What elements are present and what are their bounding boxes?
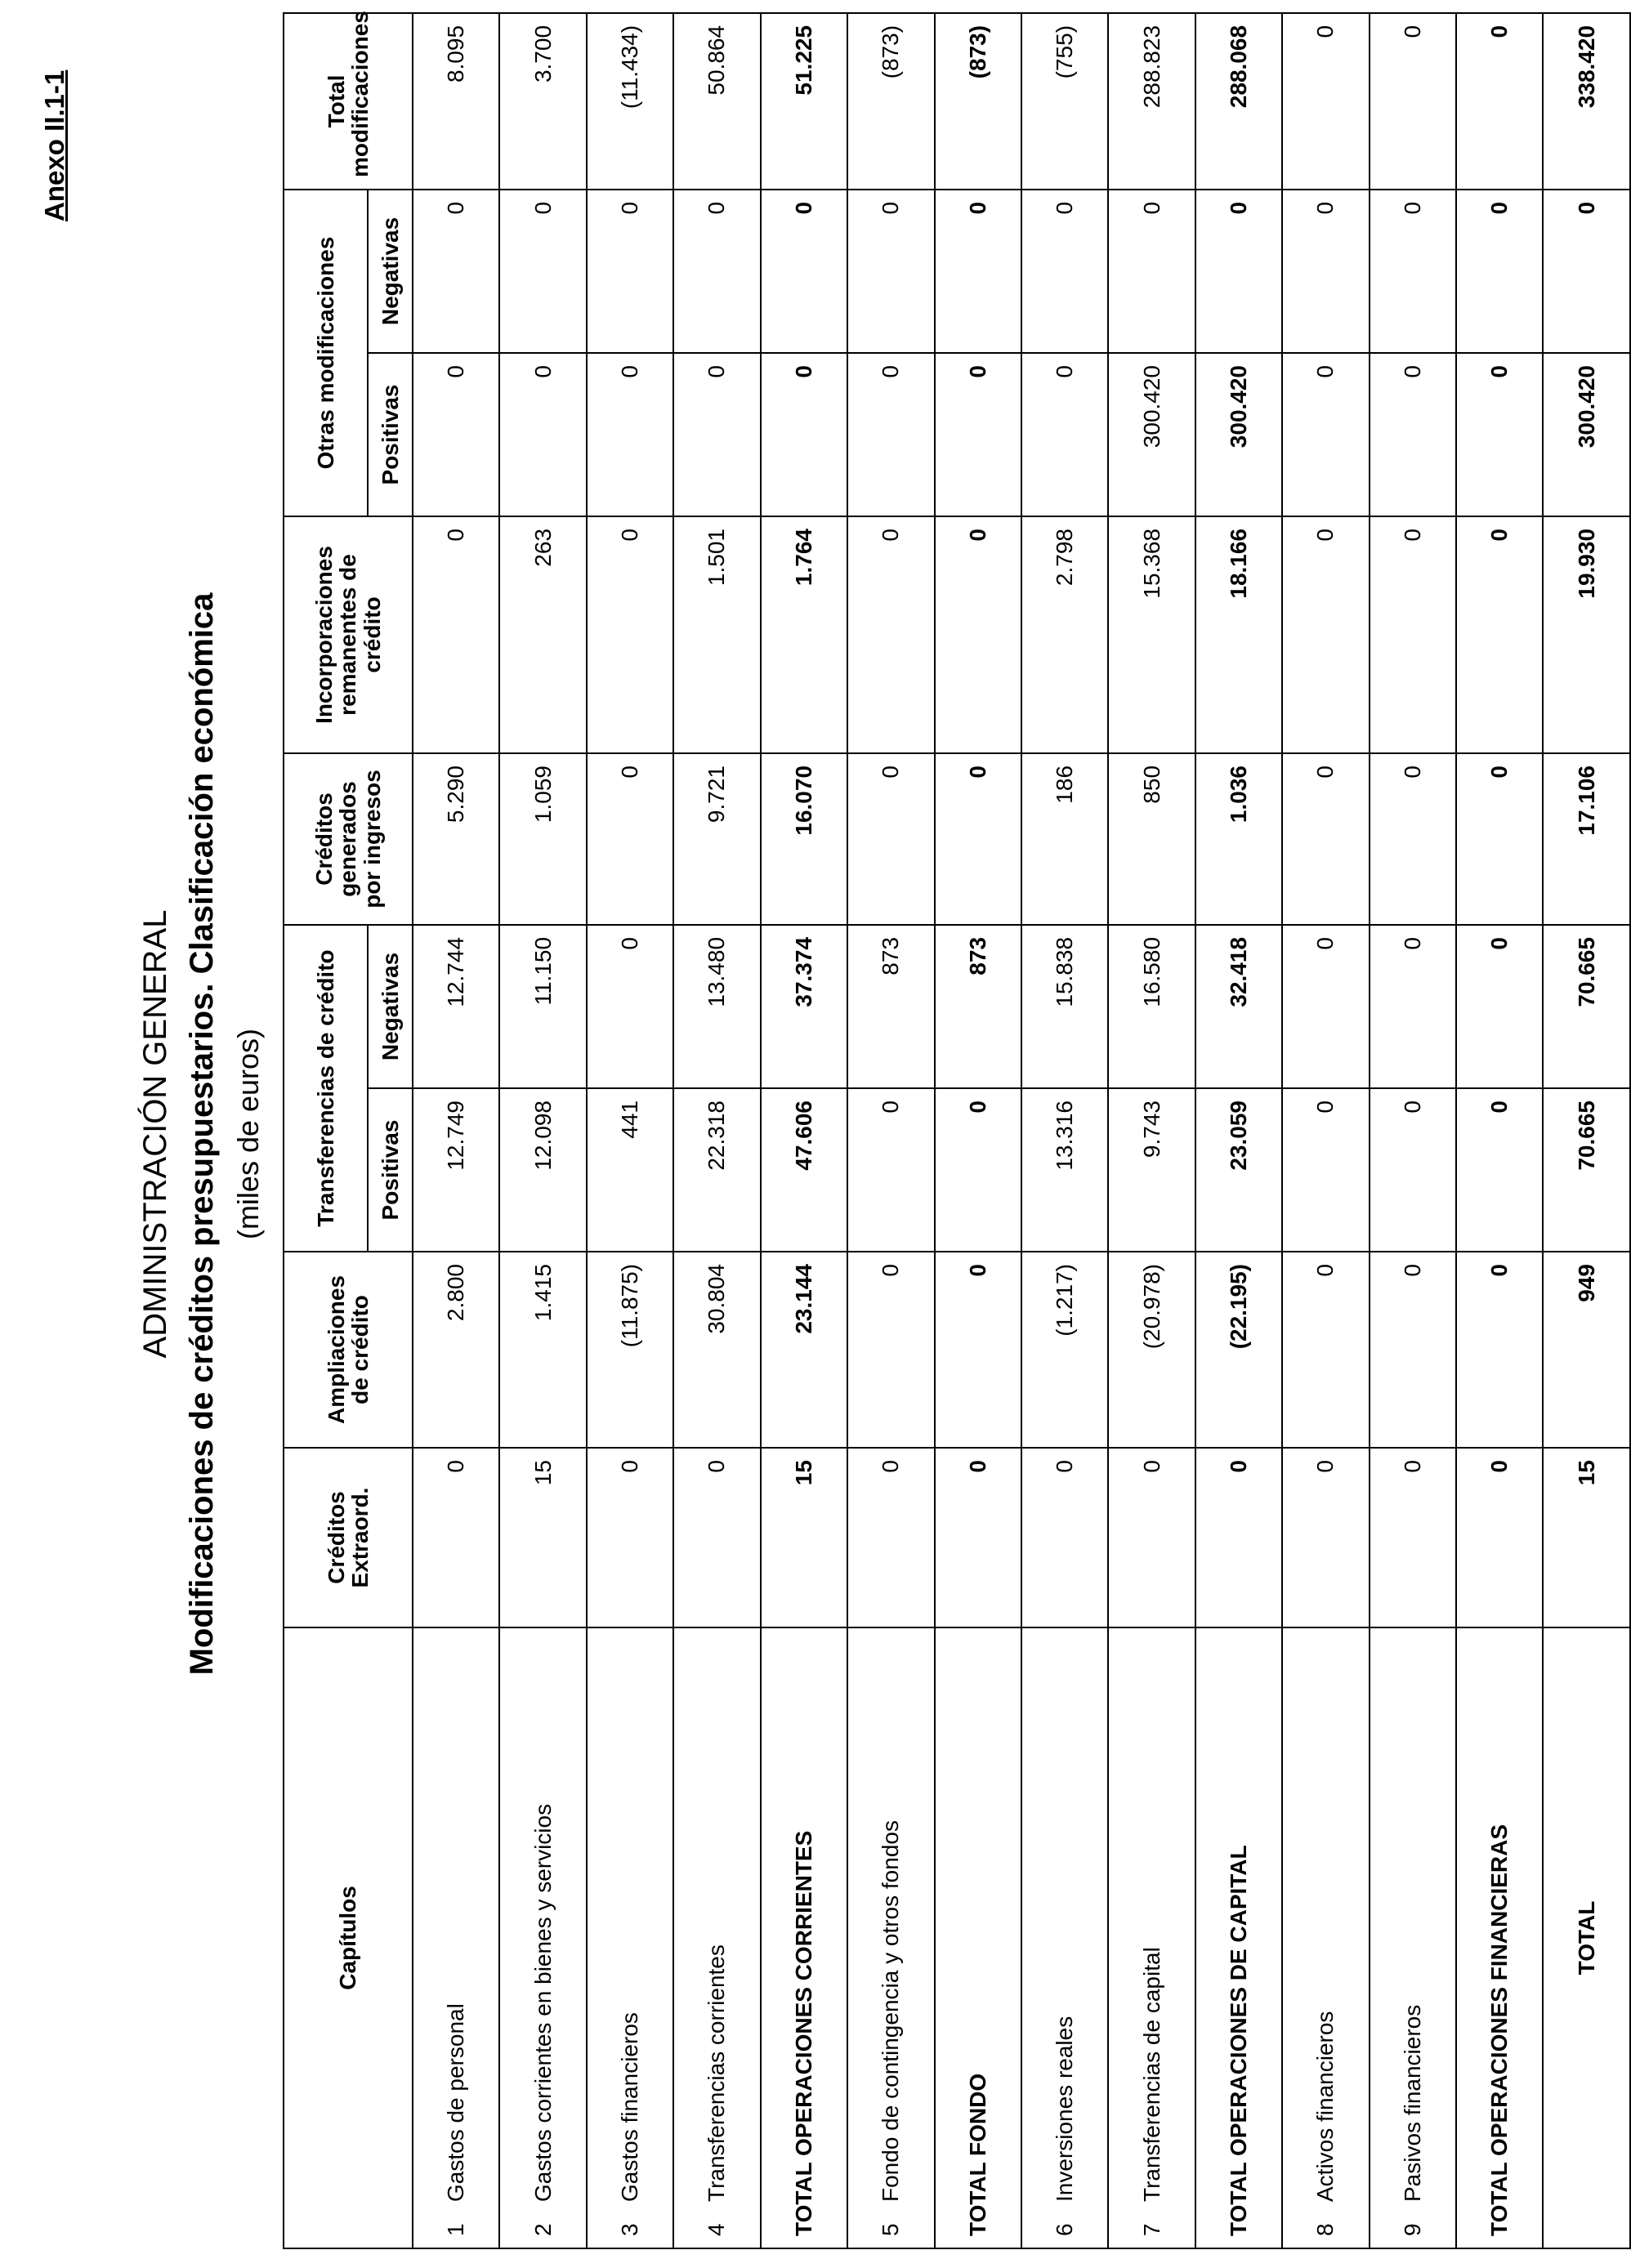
cell-incorporaciones: 18.166 [1195, 516, 1282, 753]
chapter-number: 3 [617, 2223, 643, 2236]
cell-otras-negativas: 0 [413, 190, 499, 353]
cell-otras-negativas: 0 [1195, 190, 1282, 353]
chapter-number: 6 [1052, 2223, 1078, 2236]
chapter-label: Gastos corrientes en bienes y servicios [530, 1803, 556, 2202]
cell-total-modificaciones: 3.700 [499, 13, 586, 190]
cell-incorporaciones: 0 [1370, 516, 1456, 753]
cell-ampliaciones: 0 [935, 1252, 1021, 1448]
cell-otras-positivas: 0 [847, 353, 934, 516]
cell-generados: 186 [1021, 753, 1108, 925]
cell-otras-negativas: 0 [1370, 190, 1456, 353]
cell-transf-positivas: 70.665 [1543, 1088, 1630, 1252]
cell-total-modificaciones: (873) [935, 13, 1021, 190]
chapter-number: 8 [1312, 2223, 1338, 2236]
chapter-label: TOTAL OPERACIONES CORRIENTES [790, 1830, 816, 2236]
row-label-cell [413, 1627, 499, 2248]
cell-creditos-extraord: 0 [1108, 1448, 1195, 1627]
chapter-label: Gastos de personal [443, 2003, 469, 2202]
cell-creditos-extraord: 0 [673, 1448, 760, 1627]
table-row [673, 13, 760, 2248]
cell-creditos-extraord: 0 [847, 1448, 934, 1627]
cell-otras-positivas: 300.420 [1108, 353, 1195, 516]
cell-ampliaciones: 0 [847, 1252, 934, 1448]
title-modificaciones: Modificaciones de créditos presupuestarios. Clasificación económica [184, 592, 220, 1676]
table-row [1370, 13, 1456, 2248]
table-row [1456, 13, 1543, 2248]
cell-incorporaciones: 0 [1282, 516, 1369, 753]
header-generados: Créditos generados por ingresos [284, 753, 413, 925]
cell-generados: 17.106 [1543, 753, 1630, 925]
cell-transf-negativas: 0 [587, 925, 673, 1088]
cell-incorporaciones: 2.798 [1021, 516, 1108, 753]
cell-total-modificaciones: 288.823 [1108, 13, 1195, 190]
cell-ampliaciones: 23.144 [761, 1252, 847, 1448]
header-incorporaciones: Incorporaciones remanentes de crédito [284, 516, 413, 753]
cell-transf-negativas: 0 [1456, 925, 1543, 1088]
cell-ampliaciones: (1.217) [1021, 1252, 1108, 1448]
table-row [413, 13, 499, 2248]
cell-transf-positivas: 12.098 [499, 1088, 586, 1252]
cell-otras-negativas: 0 [1282, 190, 1369, 353]
title-units: (miles de euros) [231, 1028, 265, 1240]
table-body [413, 13, 1630, 2248]
row-label-cell [1195, 1627, 1282, 2248]
row-label-cell [587, 1627, 673, 2248]
chapter-label: TOTAL [1573, 1900, 1599, 1976]
cell-transf-negativas: 13.480 [673, 925, 760, 1088]
row-label-cell [935, 1627, 1021, 2248]
header-otras-negativas: Negativas [368, 190, 413, 353]
cell-creditos-extraord: 15 [499, 1448, 586, 1627]
cell-ampliaciones: 949 [1543, 1252, 1630, 1448]
header-capitulos: Capítulos [284, 1627, 413, 2248]
chapter-number: 7 [1138, 2223, 1164, 2236]
cell-total-modificaciones: 0 [1370, 13, 1456, 190]
cell-ampliaciones: 30.804 [673, 1252, 760, 1448]
table-row [1195, 13, 1282, 2248]
cell-otras-negativas: 0 [1543, 190, 1630, 353]
cell-transf-positivas: 22.318 [673, 1088, 760, 1252]
cell-otras-negativas: 0 [1108, 190, 1195, 353]
cell-ampliaciones: (20.978) [1108, 1252, 1195, 1448]
cell-transf-positivas: 441 [587, 1088, 673, 1252]
cell-transf-positivas: 23.059 [1195, 1088, 1282, 1252]
row-label-cell [499, 1627, 586, 2248]
cell-total-modificaciones: (755) [1021, 13, 1108, 190]
cell-generados: 1.036 [1195, 753, 1282, 925]
budget-table-wrap [283, 11, 1631, 2249]
cell-generados: 0 [1282, 753, 1369, 925]
cell-otras-positivas: 0 [1370, 353, 1456, 516]
cell-transf-positivas: 0 [1456, 1088, 1543, 1252]
table-row [935, 13, 1021, 2248]
cell-total-modificaciones: (11.434) [587, 13, 673, 190]
chapter-label: Activos financieros [1312, 2011, 1338, 2202]
cell-ampliaciones: (11.875) [587, 1252, 673, 1448]
cell-incorporaciones: 0 [587, 516, 673, 753]
cell-otras-negativas: 0 [673, 190, 760, 353]
chapter-label: Gastos financieros [617, 2012, 643, 2202]
cell-transf-negativas: 11.150 [499, 925, 586, 1088]
cell-incorporaciones: 0 [1456, 516, 1543, 753]
row-label-cell [1456, 1627, 1543, 2248]
cell-transf-negativas: 15.838 [1021, 925, 1108, 1088]
cell-transf-negativas: 0 [1370, 925, 1456, 1088]
cell-otras-negativas: 0 [935, 190, 1021, 353]
cell-otras-positivas: 0 [673, 353, 760, 516]
cell-transf-negativas: 12.744 [413, 925, 499, 1088]
cell-transf-negativas: 37.374 [761, 925, 847, 1088]
cell-total-modificaciones: 0 [1456, 13, 1543, 190]
table-row [1108, 13, 1195, 2248]
cell-incorporaciones: 1.501 [673, 516, 760, 753]
cell-otras-positivas: 0 [413, 353, 499, 516]
cell-otras-positivas: 0 [1282, 353, 1369, 516]
header-otras-positivas: Positivas [368, 353, 413, 516]
table-row [1543, 13, 1630, 2248]
cell-otras-negativas: 0 [847, 190, 934, 353]
cell-incorporaciones: 0 [413, 516, 499, 753]
table-row [847, 13, 934, 2248]
table-row [761, 13, 847, 2248]
cell-otras-positivas: 300.420 [1195, 353, 1282, 516]
chapter-label: Fondo de contingencia y otros fondos [878, 1820, 904, 2202]
cell-total-modificaciones: (873) [847, 13, 934, 190]
cell-creditos-extraord: 0 [935, 1448, 1021, 1627]
row-label-cell [1370, 1627, 1456, 2248]
cell-otras-positivas: 0 [587, 353, 673, 516]
cell-transf-negativas: 873 [935, 925, 1021, 1088]
cell-generados: 16.070 [761, 753, 847, 925]
cell-generados: 0 [1370, 753, 1456, 925]
annex-label: Anexo II.1-1 [39, 69, 69, 221]
cell-transf-positivas: 47.606 [761, 1088, 847, 1252]
chapter-number: 5 [878, 2223, 904, 2236]
cell-transf-negativas: 873 [847, 925, 934, 1088]
cell-generados: 0 [847, 753, 934, 925]
cell-ampliaciones: (22.195) [1195, 1252, 1282, 1448]
cell-otras-negativas: 0 [587, 190, 673, 353]
cell-creditos-extraord: 0 [1195, 1448, 1282, 1627]
cell-creditos-extraord: 15 [761, 1448, 847, 1627]
cell-total-modificaciones: 338.420 [1543, 13, 1630, 190]
header-creditos-extraord: Créditos Extraord. [284, 1448, 413, 1627]
chapter-number: 9 [1399, 2223, 1425, 2236]
cell-ampliaciones: 0 [1370, 1252, 1456, 1448]
cell-otras-positivas: 0 [935, 353, 1021, 516]
cell-otras-positivas: 0 [1456, 353, 1543, 516]
cell-creditos-extraord: 0 [1282, 1448, 1369, 1627]
cell-transf-positivas: 9.743 [1108, 1088, 1195, 1252]
chapter-number: 4 [704, 2223, 730, 2236]
cell-transf-positivas: 13.316 [1021, 1088, 1108, 1252]
table-row [587, 13, 673, 2248]
row-label-cell [1282, 1627, 1369, 2248]
cell-generados: 0 [587, 753, 673, 925]
cell-otras-negativas: 0 [499, 190, 586, 353]
chapter-label: Pasivos financieros [1399, 2004, 1425, 2202]
cell-creditos-extraord: 15 [1543, 1448, 1630, 1627]
header-otras: Otras modificaciones [284, 190, 368, 516]
table-row [499, 13, 586, 2248]
cell-incorporaciones: 263 [499, 516, 586, 753]
cell-otras-positivas: 0 [1021, 353, 1108, 516]
header-total: Total modificaciones [284, 13, 413, 190]
chapter-label: Inversiones reales [1052, 2016, 1078, 2202]
cell-incorporaciones: 0 [935, 516, 1021, 753]
chapter-label: Transferencias corrientes [704, 1944, 730, 2202]
cell-otras-negativas: 0 [1456, 190, 1543, 353]
cell-ampliaciones: 2.800 [413, 1252, 499, 1448]
cell-generados: 1.059 [499, 753, 586, 925]
cell-total-modificaciones: 50.864 [673, 13, 760, 190]
header-transferencias: Transferencias de crédito [284, 925, 368, 1252]
cell-transf-negativas: 32.418 [1195, 925, 1282, 1088]
cell-otras-positivas: 0 [499, 353, 586, 516]
header-transf-positivas: Positivas [368, 1088, 413, 1252]
cell-incorporaciones: 0 [847, 516, 934, 753]
chapter-label: Transferencias de capital [1138, 1947, 1164, 2202]
cell-total-modificaciones: 8.095 [413, 13, 499, 190]
header-ampliaciones: Ampliaciones de crédito [284, 1252, 413, 1448]
cell-transf-positivas: 0 [935, 1088, 1021, 1252]
row-label-cell [1108, 1627, 1195, 2248]
cell-otras-negativas: 0 [1021, 190, 1108, 353]
cell-creditos-extraord: 0 [1456, 1448, 1543, 1627]
row-label-cell [1543, 1627, 1630, 2248]
cell-transf-negativas: 0 [1282, 925, 1369, 1088]
cell-otras-positivas: 300.420 [1543, 353, 1630, 516]
title-administracion: ADMINISTRACIÓN GENERAL [137, 909, 173, 1359]
cell-transf-positivas: 0 [1282, 1088, 1369, 1252]
chapter-number: 1 [443, 2223, 469, 2236]
table-row [1282, 13, 1369, 2248]
cell-incorporaciones: 15.368 [1108, 516, 1195, 753]
cell-total-modificaciones: 0 [1282, 13, 1369, 190]
cell-creditos-extraord: 0 [413, 1448, 499, 1627]
cell-otras-negativas: 0 [761, 190, 847, 353]
cell-generados: 9.721 [673, 753, 760, 925]
cell-transf-positivas: 12.749 [413, 1088, 499, 1252]
cell-generados: 850 [1108, 753, 1195, 925]
cell-creditos-extraord: 0 [1021, 1448, 1108, 1627]
cell-total-modificaciones: 288.068 [1195, 13, 1282, 190]
chapter-number: 2 [530, 2223, 556, 2236]
table-row [1021, 13, 1108, 2248]
row-label-cell [761, 1627, 847, 2248]
row-label-cell [673, 1627, 760, 2248]
cell-creditos-extraord: 0 [1370, 1448, 1456, 1627]
cell-transf-negativas: 16.580 [1108, 925, 1195, 1088]
header-transf-negativas: Negativas [368, 925, 413, 1088]
cell-ampliaciones: 0 [1456, 1252, 1543, 1448]
cell-transf-positivas: 0 [1370, 1088, 1456, 1252]
cell-incorporaciones: 19.930 [1543, 516, 1630, 753]
cell-otras-positivas: 0 [761, 353, 847, 516]
cell-ampliaciones: 1.415 [499, 1252, 586, 1448]
cell-incorporaciones: 1.764 [761, 516, 847, 753]
cell-total-modificaciones: 51.225 [761, 13, 847, 190]
row-label-cell [1021, 1627, 1108, 2248]
cell-generados: 0 [1456, 753, 1543, 925]
cell-creditos-extraord: 0 [587, 1448, 673, 1627]
cell-transf-positivas: 0 [847, 1088, 934, 1252]
chapter-label: TOTAL OPERACIONES FINANCIERAS [1486, 1824, 1513, 2236]
cell-generados: 5.290 [413, 753, 499, 925]
cell-transf-negativas: 70.665 [1543, 925, 1630, 1088]
cell-ampliaciones: 0 [1282, 1252, 1369, 1448]
budget-modifications-table [283, 12, 1631, 2249]
row-label-cell [847, 1627, 934, 2248]
chapter-label: TOTAL OPERACIONES DE CAPITAL [1226, 1845, 1251, 2236]
cell-generados: 0 [935, 753, 1021, 925]
chapter-label: TOTAL FONDO [964, 2073, 990, 2236]
